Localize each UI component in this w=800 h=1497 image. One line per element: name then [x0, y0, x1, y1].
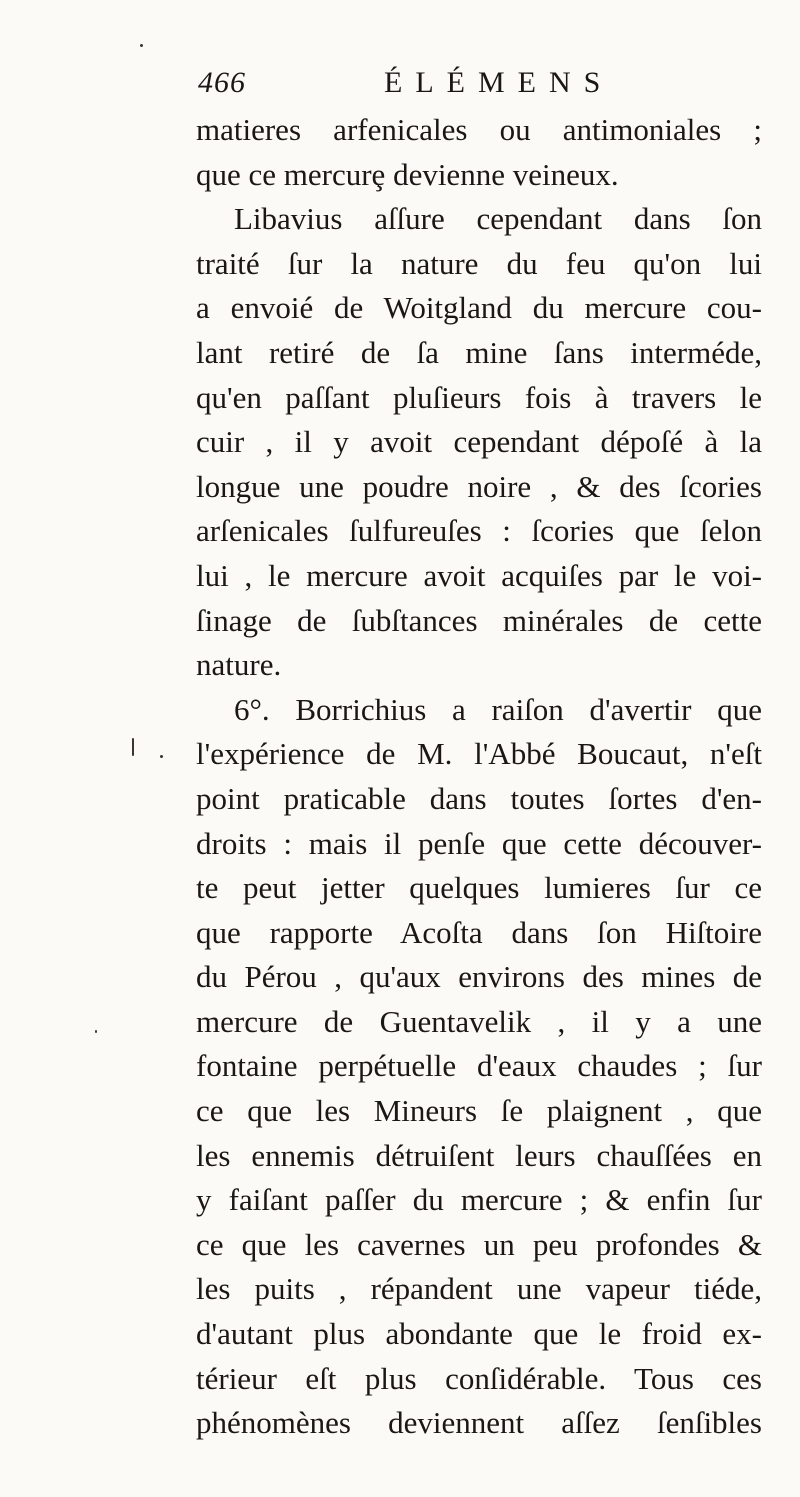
text-line: cuir , il y avoit cependant dépoſé à la: [196, 424, 762, 460]
text-line: ſinage de ſubſtances minérales de cette: [196, 602, 762, 638]
text-line: longue une poudre noire , & des ſcories: [196, 468, 762, 504]
text-line: matieres arfenicales ou antimoniales ;: [196, 112, 762, 147]
paragraph-start-line: Libavius aſſure cependant dans ſon: [234, 201, 762, 237]
text-line: point praticable dans toutes ſortes d'en-: [196, 780, 762, 816]
text-line: térieur eſt plus conſidérable. Tous ces: [196, 1360, 762, 1396]
text-line: lant retiré de ſa mine ſans interméde,: [196, 334, 762, 370]
page-number: 466: [198, 66, 246, 99]
paragraph-start-line: 6°. Borrichius a raiſon d'avertir que: [234, 691, 762, 727]
text-line: a envoié de Woitgland du mercure cou-: [196, 290, 762, 326]
text-line: te peut jetter quelques lumieres ſur ce: [196, 870, 762, 906]
text-line: que rapporte Acoſta dans ſon Hiſtoire: [196, 914, 762, 950]
text-line: lui , le mercure avoit acquiſes par le voi-: [196, 557, 762, 593]
text-line: traité ſur la nature du feu qu'on lui: [196, 245, 762, 281]
ink-speck: [160, 755, 163, 758]
page-header: [198, 66, 758, 106]
text-line: l'expérience de M. l'Abbé Boucaut, n'eſt: [196, 736, 762, 772]
ink-speck: [95, 1030, 97, 1033]
text-line: arſenicales ſulfureuſes : ſcories que ſelon: [196, 513, 762, 549]
text-line: droits : mais il penſe que cette découver-: [196, 825, 762, 861]
ink-speck: [140, 44, 143, 47]
text-line: fontaine perpétuelle d'eaux chaudes ; ſur: [196, 1048, 762, 1084]
body-text: [196, 108, 762, 1446]
text-line: les ennemis détruiſent leurs chauſſées en: [196, 1137, 762, 1173]
running-title: ÉLÉMENS: [384, 66, 614, 99]
text-line: nature.: [196, 647, 282, 683]
text-line: phénomènes deviennent aſſez ſenſibles: [196, 1405, 762, 1441]
text-line: mercure de Guentavelik , il y a une: [196, 1003, 762, 1039]
text-line: que ce mercurȩ devienne veineux.: [196, 156, 619, 192]
text-line: du Pérou , qu'aux environs des mines de: [196, 959, 762, 995]
text-line: y faiſant paſſer du mercure ; & enfin ſur: [196, 1182, 762, 1218]
text-line: d'autant plus abondante que le froid ex-: [196, 1316, 762, 1352]
text-line: qu'en paſſant pluſieurs fois à travers le: [196, 379, 762, 415]
ink-speck: [132, 738, 134, 756]
text-line: les puits , répandent une vapeur tiéde,: [196, 1271, 762, 1307]
text-line: ce que les cavernes un peu profondes &: [196, 1226, 762, 1262]
text-line: ce que les Mineurs ſe plaignent , que: [196, 1093, 762, 1129]
